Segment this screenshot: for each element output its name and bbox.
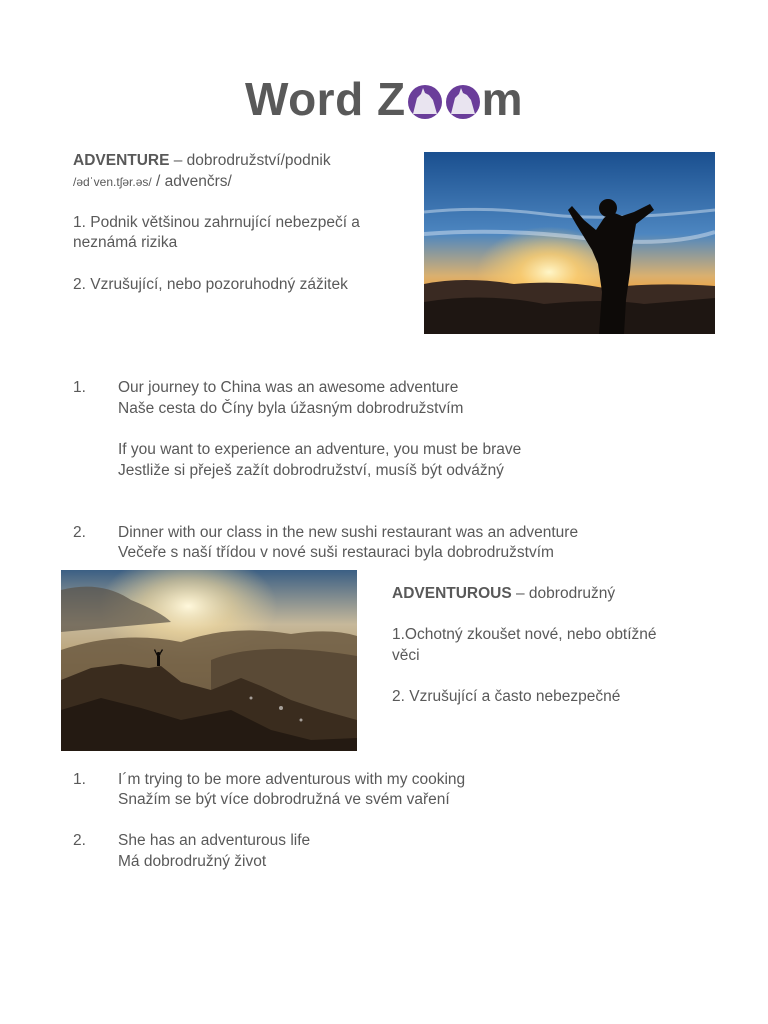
title-suffix: m [481, 73, 523, 125]
wolf-o-icon [407, 84, 443, 120]
adventure-def1-line1: 1. Podnik většinou zahrnující nebezpečí a [73, 214, 360, 231]
adventurous-def2: 2. Vzrušující a často nebezpečné [392, 688, 621, 705]
mountain-summit-photo [61, 570, 357, 751]
adventure-pron: / advenčrs/ [151, 173, 232, 190]
example3-number: 1. [73, 771, 86, 788]
adventurous-translation: – dobrodružný [511, 585, 616, 602]
adventure-heading [73, 151, 331, 172]
adventure-translation: – dobrodružství/podnik [169, 152, 331, 169]
example4-cz: Má dobrodružný život [118, 853, 267, 870]
adventure-pronunciation [73, 172, 232, 193]
mountain-summit-image [61, 570, 357, 751]
example1-cz1: Naše cesta do Číny byla úžasným dobrodružstvím [118, 400, 464, 417]
adventurous-def1-line1: 1.Ochotný zkoušet nové, nebo obtížné [392, 626, 657, 643]
title-prefix: Word Z [245, 73, 406, 125]
sunset-hiker-image [424, 152, 715, 334]
example3-cz: Snažím se být více dobrodružná ve svém vaření [118, 791, 450, 808]
example1-cz2: Jestliže si přeješ zažít dobrodružství, musíš být odvážný [118, 462, 504, 479]
example2-number: 2. [73, 524, 86, 541]
adventure-def1-line2: neznámá rizika [73, 234, 178, 251]
adventurous-word: ADVENTUROUS [392, 585, 512, 602]
example3-en: I´m trying to be more adventurous with my cooking [118, 771, 466, 788]
adventurous-def1-line2: věci [392, 647, 420, 664]
example2-en1: Dinner with our class in the new sushi restaurant was an adventure [118, 524, 579, 541]
wolf-o-icon-2 [445, 84, 481, 120]
example1-en2: If you want to experience an adventure, you must be brave [118, 441, 522, 458]
adventurous-heading [392, 584, 615, 605]
adventure-def2: 2. Vzrušující, nebo pozoruhodný zážitek [73, 276, 348, 293]
page-title [0, 72, 768, 126]
example1-number: 1. [73, 379, 86, 396]
example1-en1: Our journey to China was an awesome adventure [118, 379, 459, 396]
adventure-ipa: /ədˈven.tʃər.əs/ [73, 175, 152, 189]
example4-en: She has an adventurous life [118, 832, 311, 849]
example2-cz1: Večeře s naší třídou v nové suši restauraci byla dobrodružstvím [118, 544, 554, 561]
adventure-word: ADVENTURE [73, 152, 170, 169]
example4-number: 2. [73, 832, 86, 849]
sunset-hiker-photo [424, 152, 715, 334]
